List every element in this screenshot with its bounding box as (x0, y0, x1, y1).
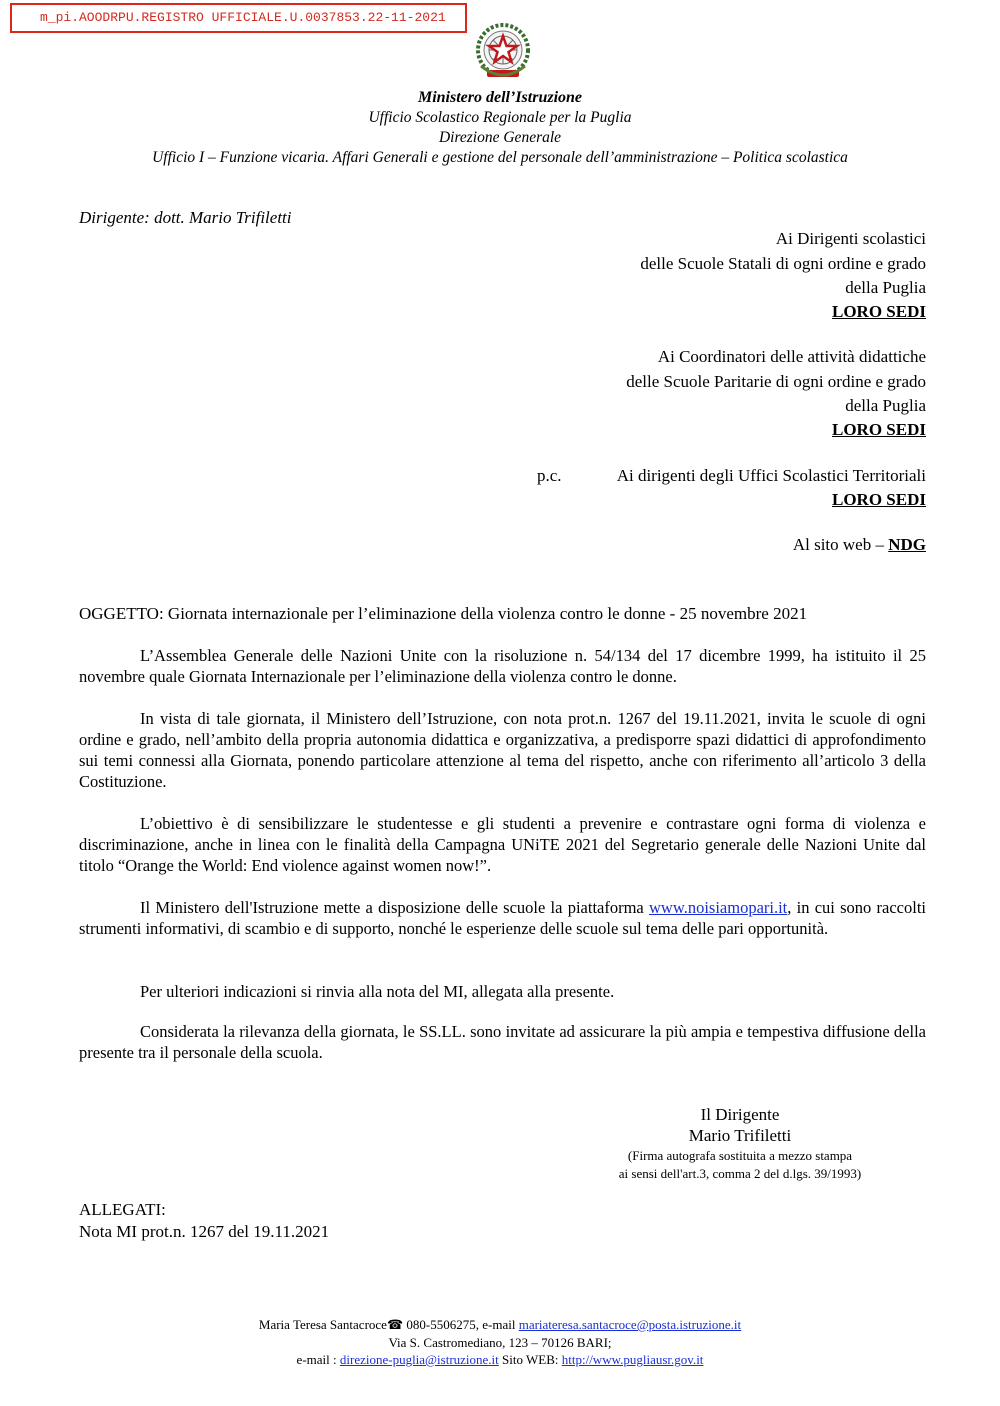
noisiamopari-link[interactable]: www.noisiamopari.it (649, 898, 788, 917)
recipient-line: Ai Dirigenti scolastici (775, 229, 926, 248)
footer-contact (0, 1317, 1000, 1333)
attachments-label: ALLEGATI: (79, 1200, 166, 1219)
paragraph: Per ulteriori indicazioni si rinvia alla nota del MI, allegata alla presente. (140, 982, 615, 1001)
recipient-loro-sedi: LORO SEDI (832, 490, 926, 509)
recipient-line: Ai Coordinatori delle attività didattiche (657, 347, 926, 366)
footer-address: Via S. Castromediano, 123 – 70126 BARI; (388, 1335, 612, 1350)
paragraph: L’obiettivo è di sensibilizzare le studentesse e gli studenti a prevenire e contrastare ogni forma di violenza e discriminazione, anche in linea con le finalità della Campagna UNiTE 2021 del Segretario generale delle Nazioni Unite dal titolo “Orange the World: End violence against women now!”. (79, 814, 926, 875)
paragraph: In vista di tale giornata, il Ministero dell’Istruzione, con nota prot.n. 1267 del 19.11.2021, invita le scuole di ogni ordine e grado, nell’ambito della propria autonomia didattica e organizzativa, a predisporre spazi didattici di approfondimento sui temi connessi alla Giornata, ponendo particolare attenzione al tema del rispetto, anche con riferimento all’articolo 3 della Costituzione. (79, 709, 926, 791)
attachment-item: Nota MI prot.n. 1267 del 19.11.2021 (79, 1222, 330, 1241)
website-link[interactable]: http://www.pugliausr.gov.it (561, 1352, 704, 1367)
ministry-name: Ministero dell’Istruzione (417, 89, 583, 106)
recipient-line: delle Scuole Paritarie di ogni ordine e grado (626, 372, 926, 391)
paragraph: Considerata la rilevanza della giornata, le SS.LL. sono invitate ad assicurare la più ampia e tempestiva diffusione della presente tra il personale della scuola. (79, 1022, 926, 1062)
telephone-icon: ☎ (386, 1317, 404, 1332)
footer-email-label: e-mail : (296, 1352, 337, 1367)
signature-note: ai sensi dell'art.3, comma 2 del d.lgs. 39/1993) (618, 1166, 862, 1181)
paragraph (79, 897, 926, 939)
footer-email-site (0, 1352, 1000, 1368)
office-name: Ufficio Scolastico Regionale per la Puglia (368, 109, 632, 126)
dirigente-line: Dirigente: dott. Mario Trifiletti (79, 208, 292, 227)
italian-republic-emblem-icon (473, 22, 533, 84)
contact-email-link[interactable]: mariateresa.santacroce@posta.istruzione.it (518, 1317, 742, 1332)
footer-contact-name: Maria Teresa Santacroce (258, 1317, 387, 1332)
web-recipient (793, 535, 926, 555)
signature-role: Il Dirigente (700, 1105, 780, 1124)
web-prefix: Al sito web – (792, 535, 884, 554)
footer-phone: 080-5506275, e-mail (406, 1317, 516, 1332)
signature-note: (Firma autografa sostituita a mezzo stampa (627, 1148, 853, 1163)
unit-name: Ufficio I – Funzione vicaria. Affari Generali e gestione del personale dell’amministrazione – Politica scolastica (152, 149, 848, 166)
paragraph-text: Il Ministero dell'Istruzione mette a disposizione delle scuole la piattaforma (140, 898, 644, 917)
direction-email-link[interactable]: direzione-puglia@istruzione.it (339, 1352, 499, 1367)
pc-label: p.c. (537, 466, 562, 485)
recipient-line: della Puglia (845, 396, 926, 415)
recipient-loro-sedi: LORO SEDI (832, 420, 926, 439)
subject-line: OGGETTO: Giornata internazionale per l’eliminazione della violenza contro le donne - 25 novembre 2021 (79, 604, 808, 623)
recipient-loro-sedi: LORO SEDI (832, 302, 926, 321)
footer-site-label: Sito WEB: (502, 1352, 559, 1367)
protocol-stamp: m_pi.AOODRPU.REGISTRO UFFICIALE.U.0037853.22-11-2021 (10, 3, 467, 33)
signature-name: Mario Trifiletti (688, 1126, 792, 1145)
paragraph-text: , in cui sono raccolti strumenti informativi, di scambio e di supporto, nonché le esperienze delle scuole sul tema delle pari opportunità. (79, 898, 926, 938)
paragraph: L’Assemblea Generale delle Nazioni Unite con la risoluzione n. 54/134 del 17 dicembre 1999, ha istituito il 25 novembre quale Giornata Internazionale per l’eliminazione della violenza contro le donne. (79, 646, 926, 686)
direction-name: Direzione Generale (438, 129, 562, 146)
recipient-line: delle Scuole Statali di ogni ordine e grado (640, 254, 926, 273)
recipient-line: Ai dirigenti degli Uffici Scolastici Territoriali (616, 466, 926, 485)
recipient-line: della Puglia (845, 278, 926, 297)
web-target: NDG (888, 535, 926, 554)
